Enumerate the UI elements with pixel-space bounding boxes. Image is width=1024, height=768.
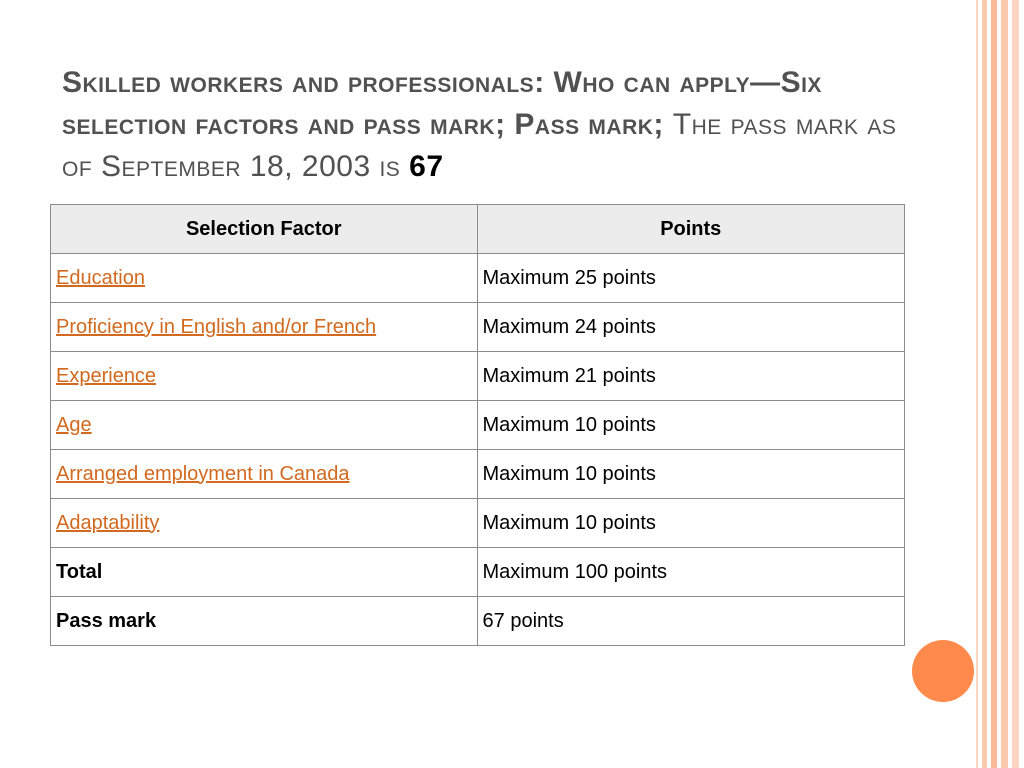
table-row [51,254,905,303]
link-education[interactable]: Education [56,266,145,289]
link-age[interactable]: Age [56,413,92,436]
points-cell: Maximum 25 points [477,254,904,303]
factor-cell [51,499,478,548]
total-label: Total [51,548,478,597]
stripe [1001,0,1008,768]
link-language-proficiency[interactable]: Proficiency in English and/or French [56,315,377,338]
factor-cell [51,254,478,303]
link-experience[interactable]: Experience [56,364,157,387]
points-cell: Maximum 21 points [477,352,904,401]
title-part-pass-mark-value: 67 [409,150,444,183]
factor-cell [51,352,478,401]
table-row [51,450,905,499]
decorative-side-stripes [972,0,1024,768]
header-selection-factor: Selection Factor [51,205,478,254]
link-arranged-employment[interactable]: Arranged employment in Canada [56,462,350,485]
slide-title [62,62,902,188]
table-header-row [51,205,905,254]
table-row [51,499,905,548]
stripe [976,0,978,768]
pass-mark-points: 67 points [477,597,904,646]
factor-cell [51,303,478,352]
stripe [991,0,997,768]
stripe [1012,0,1019,768]
stripe [982,0,987,768]
title-part-heading: Skilled workers and professionals: Who can apply—Six selection factors and pass mark; Pass mark; [62,66,822,141]
table-row [51,548,905,597]
table-row [51,597,905,646]
points-cell: Maximum 10 points [477,499,904,548]
table-row [51,303,905,352]
header-points: Points [477,205,904,254]
table-row [51,352,905,401]
points-cell: Maximum 10 points [477,401,904,450]
pass-mark-label: Pass mark [51,597,478,646]
title-part-pass-mark-date: The pass mark as of September 18, 2003 is [62,108,897,183]
points-cell: Maximum 10 points [477,450,904,499]
factor-cell [51,450,478,499]
factor-cell [51,401,478,450]
points-cell: Maximum 24 points [477,303,904,352]
selection-factors-table [50,204,905,646]
table-row [51,401,905,450]
total-points: Maximum 100 points [477,548,904,597]
decorative-orange-circle [912,640,974,702]
link-adaptability[interactable]: Adaptability [56,511,160,534]
